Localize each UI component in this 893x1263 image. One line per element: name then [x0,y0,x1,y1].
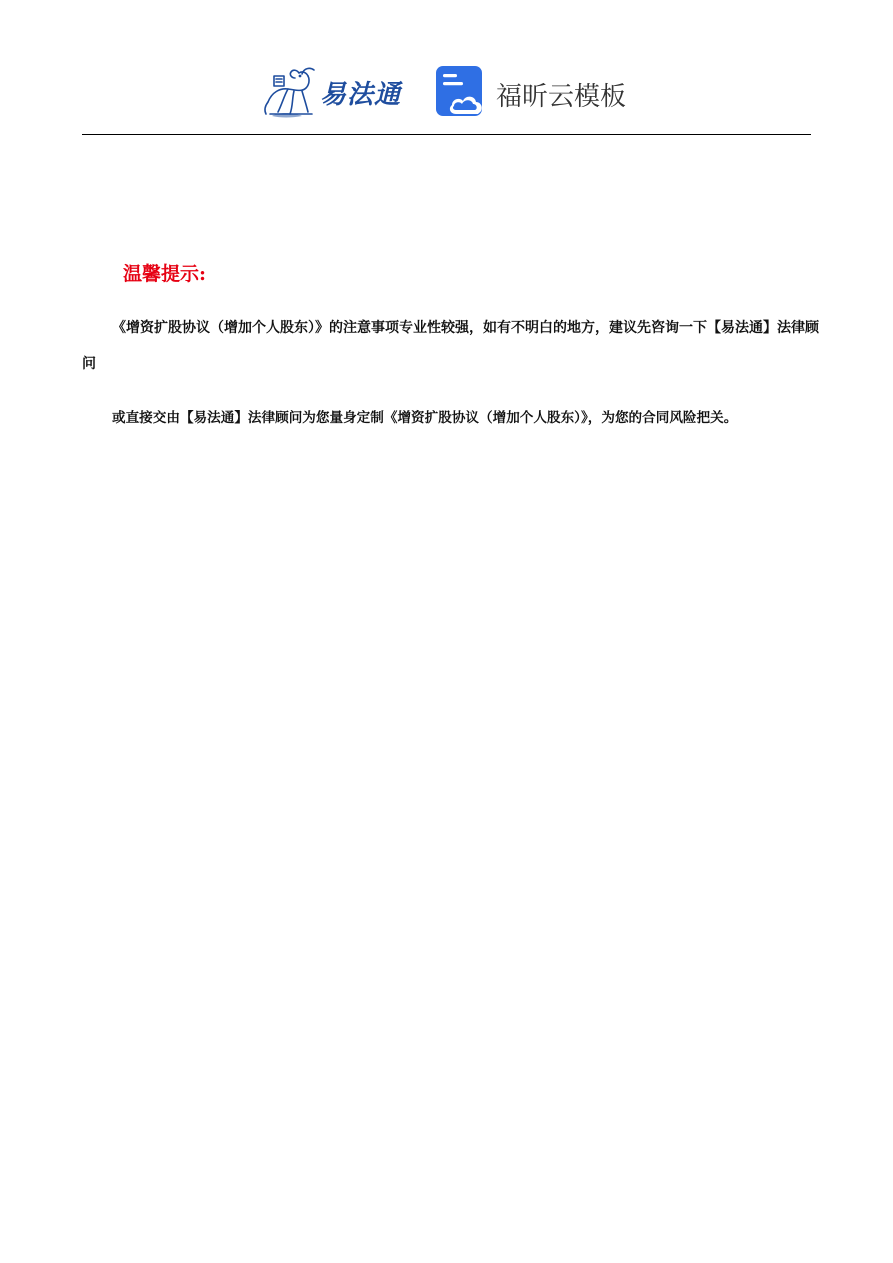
page-header [0,58,893,124]
header-divider [82,134,811,135]
notice-paragraph-1: 《增资扩股协议（增加个人股东）》的注意事项专业性较强，如有不明白的地方，建议先咨询一下【易法通】法律顾问 [82,320,819,372]
cloud-doc-icon [436,64,488,118]
notice-title: 温馨提示: [123,263,207,285]
fuxin-logo [436,64,636,118]
fuxin-brand-name: 福昕云模板 [496,82,627,112]
notice-paragraph-2: 或直接交由【易法通】法律顾问为您量身定制《增资扩股协议（增加个人股东）》，为您的合同风险把关。 [112,410,738,426]
yifatong-brand-name: 易法通 [320,80,402,110]
yifatong-logo [262,62,412,120]
qilin-icon [262,62,322,120]
